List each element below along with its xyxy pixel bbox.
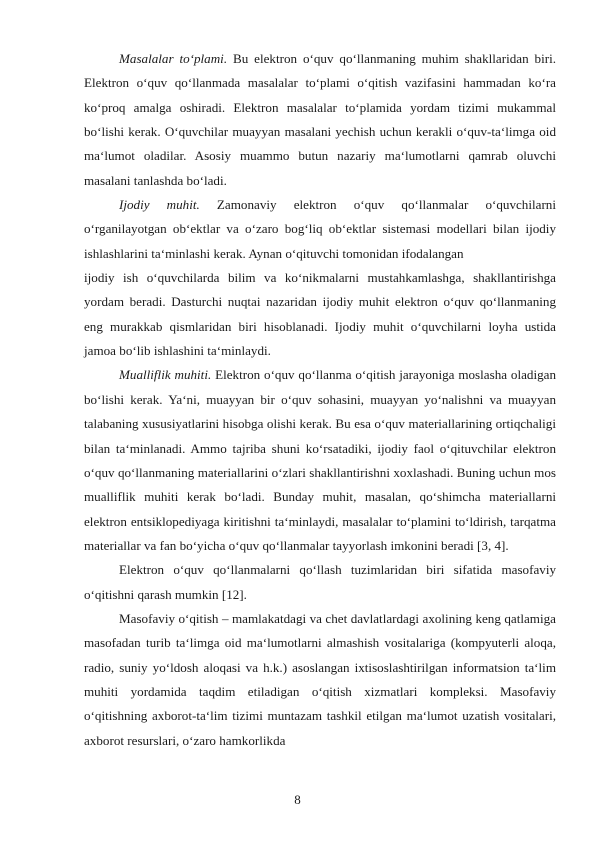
paragraph-body: Elektron o‘quv qo‘llanmalarni qo‘llash tuzimlaridan biri sifatida masofaviy o‘qitishni qarash mumkin [12].: [84, 562, 556, 602]
paragraph-body: Masofaviy o‘qitish – mamlakatdagi va chet davlatlardagi axolining keng qatlamiga masofadan turib ta‘limga oid ma‘lumotlarni almashish vositalariga (kompyuterli aloqa, radio, suniy yo‘ldosh aloqasi va h.k.) asoslangan ixtisoslashtirilgan informatsion ta‘lim muhiti yordamida taqdim etiladigan o‘qitish xizmatlari kompleksi. Masofaviy o‘qitishning axborot-ta‘lim tizimi muntazam tashkil etilgan ma‘lumot uzatish vositalari, axborot resurslari, o‘zaro hamkorlikda: [84, 610, 556, 748]
paragraph-lead: Masalalar to‘plami.: [119, 51, 228, 66]
page-number: 8: [294, 792, 301, 807]
paragraph-lead: Ijodiy muhit.: [119, 197, 200, 213]
paragraph-body: Elektron o‘quv qo‘llanma o‘qitish jarayoniga moslasha oladigan bo‘lishi kerak. Ya‘ni, muayyan bir o‘quv sohasini, muayyan yo‘nalishni va muayyan talabaning xususiyatlarini hisobga olishi kerak. Bu esa o‘quv materiallarining ortiqchaligi bilan ta‘minlanadi. Ammo tajriba shuni ko‘rsatadiki, ijodiy faol o‘qituvchilar elektron o‘quv qo‘llanmaning materiallarini o‘zlari shakllantirishni xoxlashadi. Buning uchun mos mualliflik muhiti kerak bo‘ladi. Bunday muhit, masalan, qo‘shimcha materiallarni elektron entsiklopediyaga kiritishni ta‘minlaydi, masalalar to‘plamini to‘ldirish, tarqatma materiallar va fan bo‘yicha o‘quv qo‘llanmalar tayyorlash imkonini beradi [3, 4].: [84, 367, 556, 553]
paragraph-masofaviy-intro: [84, 558, 556, 607]
body-text: [84, 47, 556, 753]
paragraph-body: Bu elektron o‘quv qo‘llanmaning muhim shakllaridan biri. Elektron o‘quv qo‘llanmada masalalar to‘plami o‘qitish vazifasini hammadan ko‘ra ko‘proq amalga oshiradi. Elektron masalalar to‘plamida yordam tizimi mukammal bo‘lishi kerak. O‘quvchilar muayyan masalani yechish uchun kerakli o‘quv-ta‘limga oid ma‘lumot oladilar. Asosiy muammo butun nazariy ma‘lumotlarni qamrab oluvchi masalani tanlashda bo‘ladi.: [84, 51, 556, 188]
paragraph-body: Zamonaviy elektron o‘quv qo‘llanmalar o‘quvchilarni o‘rganilayotgan ob‘ektlar va o‘zaro bog‘liq ob‘ektlar sistemasi modellari bilan ijodiy ishlashlarini ta‘minlashi kerak. Aynan o‘qituvchi tomonidan ifodalangan: [84, 197, 556, 261]
paragraph-masalalar: [84, 47, 556, 193]
paragraph-mualliflik: [84, 363, 556, 558]
paragraph-ijodiy-continued: [84, 266, 556, 363]
paragraph-body: ijodiy ish o‘quvchilarda bilim va ko‘nikmalarni mustahkamlashga, shakllantirishga yordam beradi. Dasturchi nuqtai nazaridan ijodiy muhit elektron o‘quv qo‘llanmaning eng murakkab qismlaridan biri hisoblanadi. Ijodiy muhit o‘quvchilarni loyha ustida jamoa bo‘lib ishlashini ta‘minlaydi.: [84, 270, 556, 359]
paragraph-lead: Mualliflik muhiti.: [119, 367, 212, 383]
paragraph-masofaviy-definition: [84, 607, 556, 753]
paragraph-ijodiy: [84, 193, 556, 266]
